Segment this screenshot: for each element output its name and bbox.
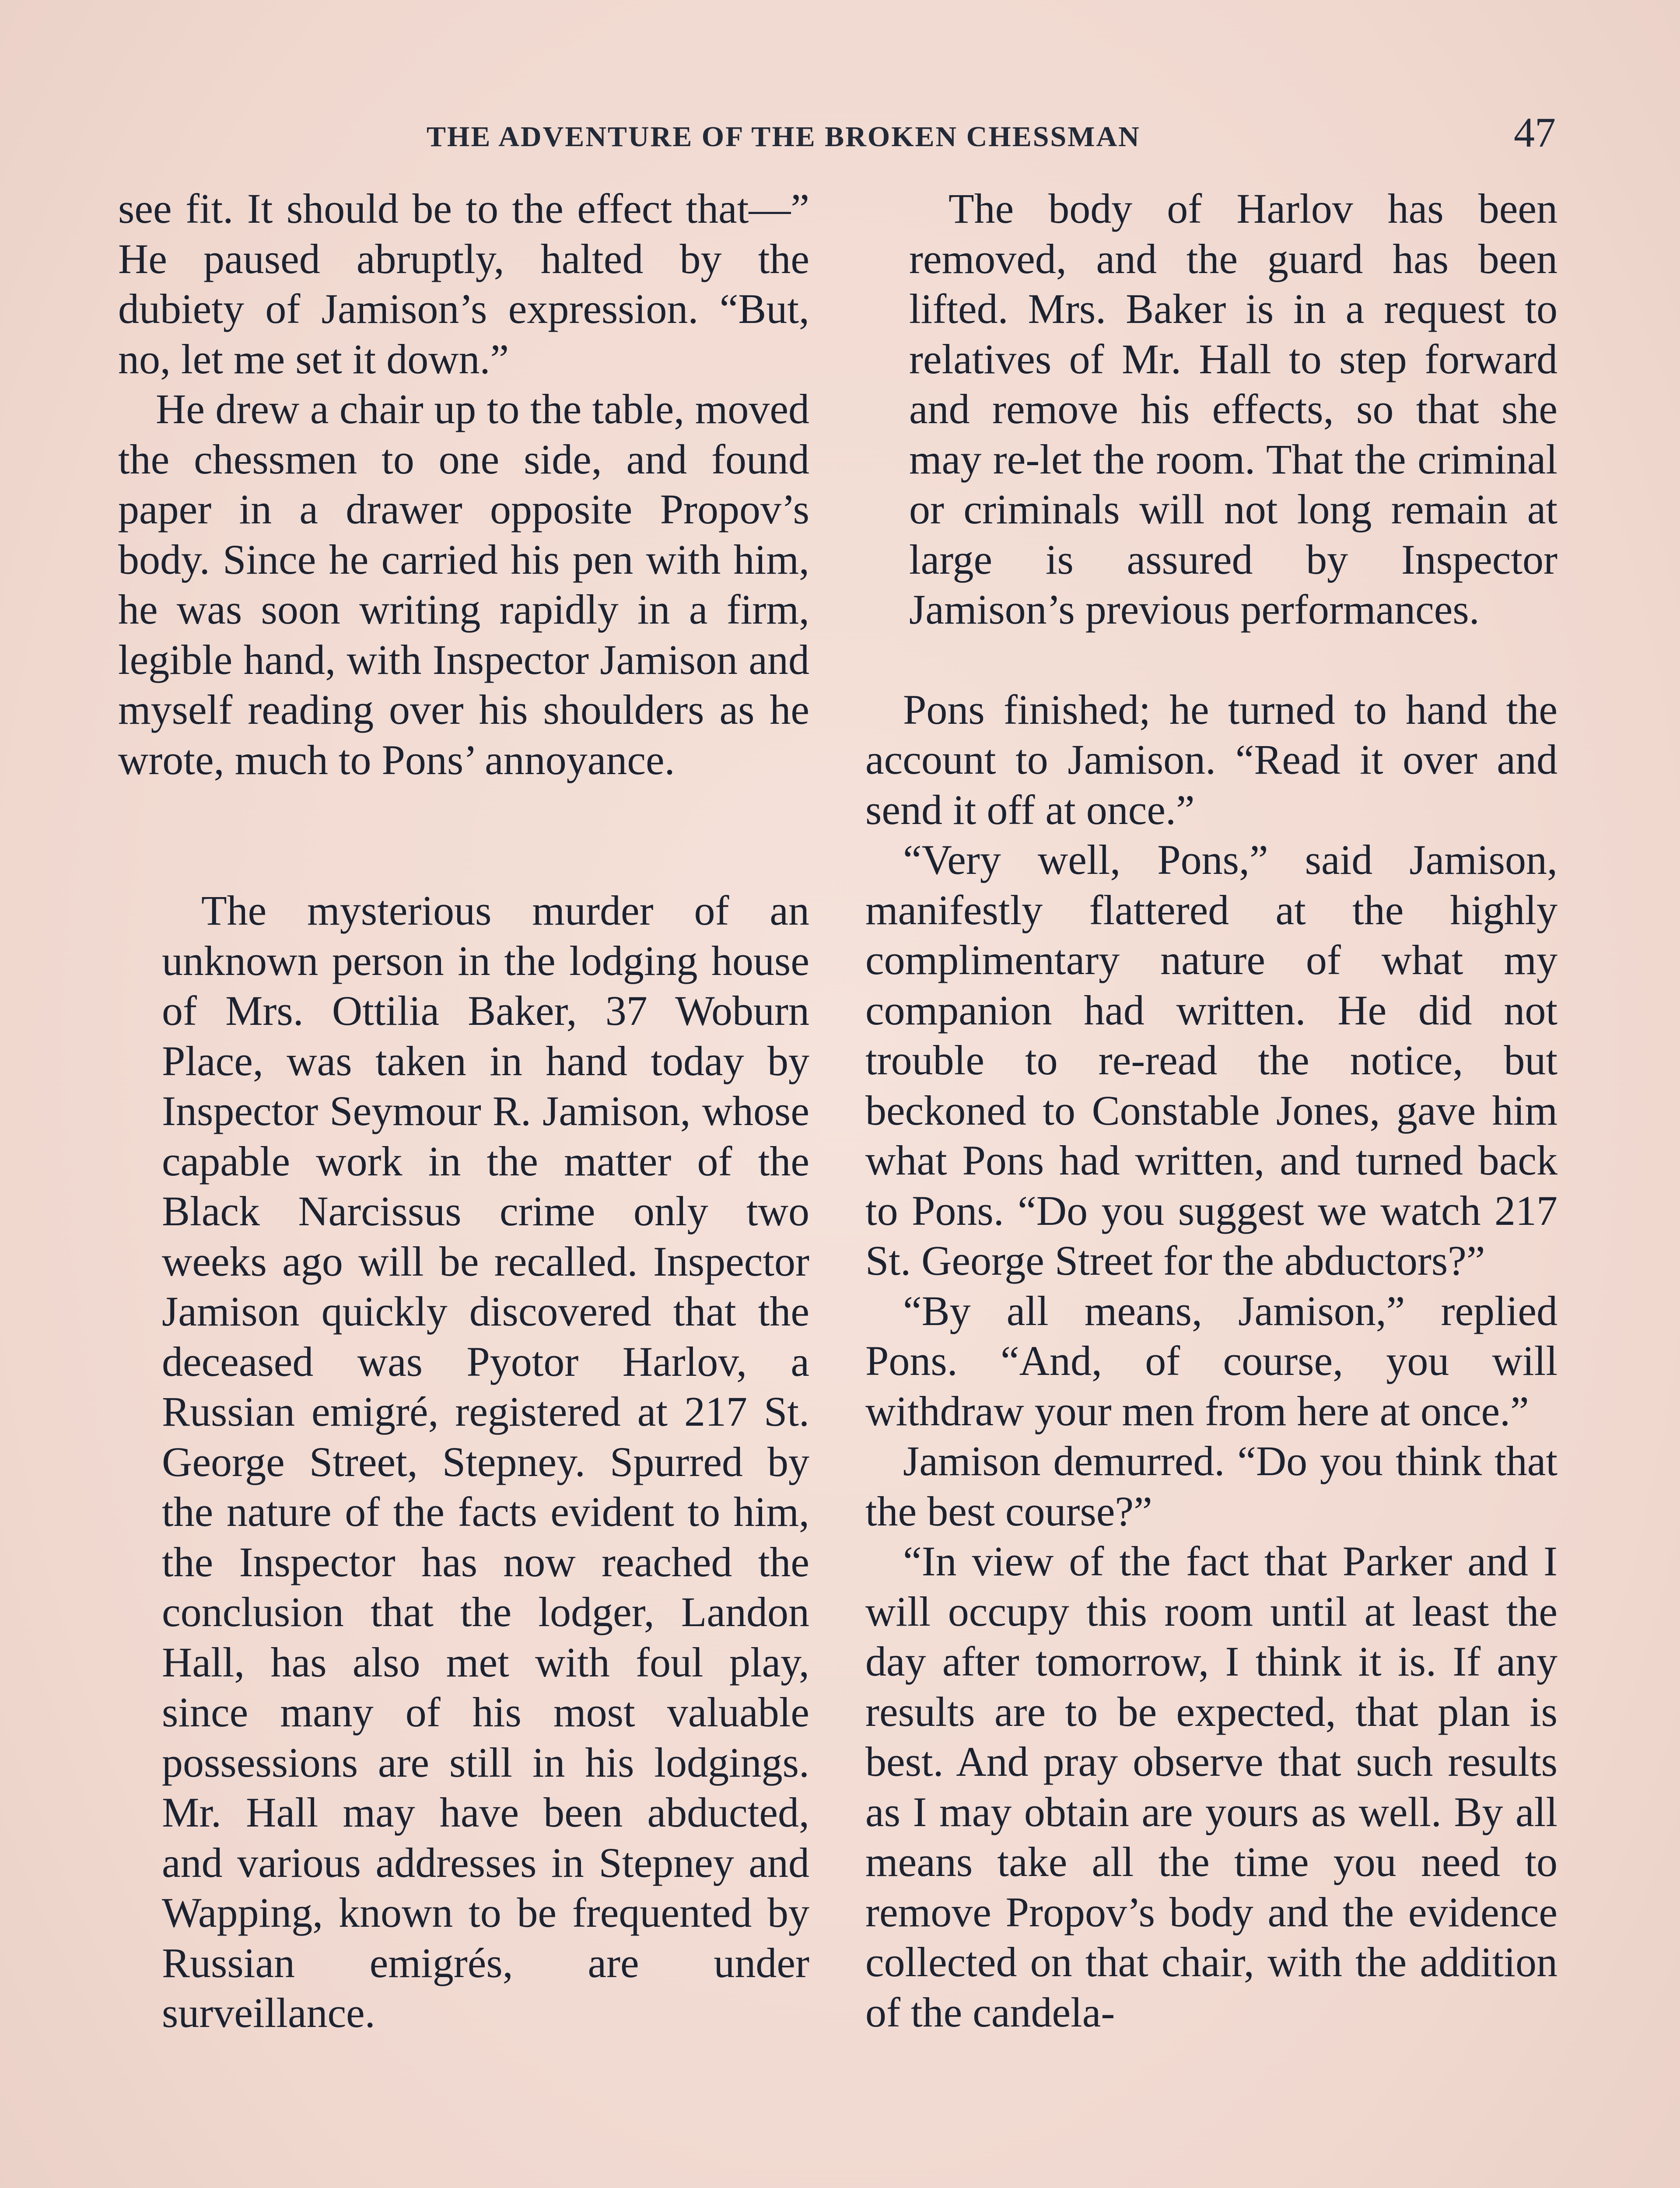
newspaper-notice-paragraph: The body of Harlov has been removed, and the guard has been lifted. Mrs. Baker is in a request to relatives of Mr. Hall to step forward and remove his effects, so that she may re-let the room. That the criminal or criminals will not long remain at large is assured by Inspector Jamison’s previous performances. <box>909 185 1558 633</box>
right-column <box>865 184 1558 2037</box>
section-gap <box>865 635 1558 685</box>
left-column <box>118 184 809 2038</box>
newspaper-notice-paragraph: The mysterious murder of an unknown person in the lodging house of Mrs. Ottilia Baker, 37 Woburn Place, was taken in hand today by Inspector Seymour R. Jamison, whose capable work in the matter of the Black Narcissus crime only two weeks ago will be recalled. Inspector Jamison quickly discovered that the deceased was Pyotor Harlov, a Russian emigré, registered at 217 St. George Street, Stepney. Spurred by the nature of the facts evident to him, the Inspector has now reached the conclusion that the lodger, Landon Hall, has also met with foul play, since many of his most valuable possessions are still in his lodgings. Mr. Hall may have been abducted, and various addresses in Stepney and Wapping, known to be frequented by Russian emigrés, are under surveillance. <box>162 887 809 2036</box>
running-title: THE ADVENTURE OF THE BROKEN CHESSMAN <box>427 121 1141 153</box>
paragraph: He drew a chair up to the table, moved the chessmen to one side, and found paper in a drawer opposite Propov’s body. Since he carried his pen with him, he was soon writing rapidly in a firm, legible hand, with Inspector Jamison and myself reading over his shoulders as he wrote, much to Pons’ annoyance. <box>118 386 809 783</box>
page-header <box>0 109 1680 164</box>
paragraph: see fit. It should be to the effect that—” He paused abruptly, halted by the dubiety of Jamison’s expression. “But, no, let me set it down.” <box>118 185 809 382</box>
paragraph: “Very well, Pons,” said Jamison, manifestly flattered at the highly complimentary nature of what my companion had written. He did not trouble to re-read the notice, but beckoned to Constable Jones, gave him what Pons had written, and turned back to Pons. “Do you suggest we watch 217 St. George Street for the abductors?” <box>865 836 1558 1284</box>
paragraph: Pons finished; he turned to hand the account to Jamison. “Read it over and send it off at once.” <box>865 686 1558 833</box>
page-number: 47 <box>1514 109 1556 156</box>
paragraph: “In view of the fact that Parker and I will occupy this room until at least the day after tomorrow, I think it is. If any results are to be expected, that plan is best. And pray observe that such results as I may obtain are yours as well. By all means take all the time you need to remove Propov’s body and the evidence collected on that chair, with the addition of the candela- <box>865 1538 1558 2036</box>
section-gap <box>118 785 809 886</box>
paragraph: “By all means, Jamison,” replied Pons. “And, of course, you will withdraw your men from here at once.” <box>865 1287 1558 1434</box>
paragraph: Jamison demurred. “Do you think that the best course?” <box>865 1438 1558 1535</box>
